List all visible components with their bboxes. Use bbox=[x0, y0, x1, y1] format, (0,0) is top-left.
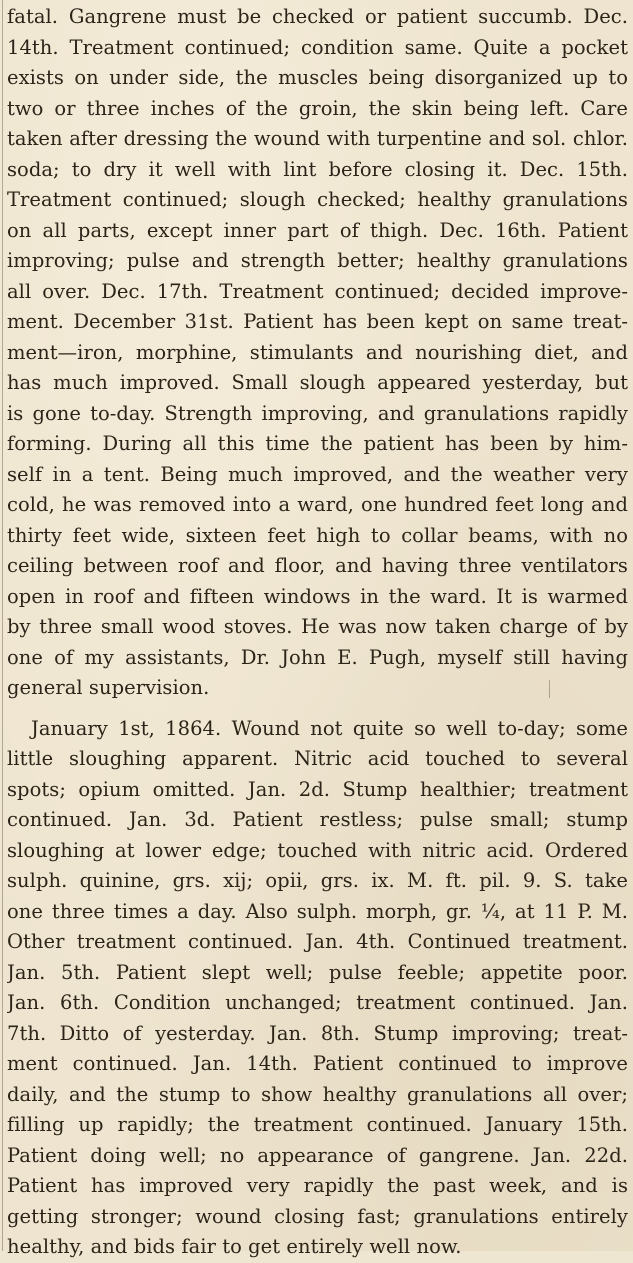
paragraph-1 bbox=[7, 2, 628, 704]
text-line: little sloughing apparent. Nitric acid touched to several bbox=[7, 747, 628, 770]
text-line: Treatment continued; slough checked; healthy granulations bbox=[7, 188, 628, 211]
paragraph-2 bbox=[7, 714, 628, 1263]
text-line: improving; pulse and strength better; healthy granulations bbox=[7, 249, 628, 272]
text-line: 14th. Treatment continued; condition same. Quite a pocket bbox=[7, 35, 628, 59]
text-line: spots; opium omitted. Jan. 2d. Stump healthier; treatment bbox=[7, 777, 628, 801]
text-line: ment. December 31st. Patient has been kept on same treat- bbox=[7, 310, 628, 333]
text-line: fatal. Gangrene must be checked or patient succumb. Dec. bbox=[7, 5, 628, 28]
text-line: by three small wood stoves. He was now taken charge of by bbox=[7, 615, 628, 638]
text-line: getting stronger; wound closing fast; granulations entirely bbox=[7, 1204, 628, 1228]
text-line: ceiling between roof and floor, and having three ventilators bbox=[7, 554, 628, 577]
text-line: one three times a day. Also sulph. morph, gr. ¼, at 11 P. M. bbox=[7, 899, 628, 923]
text-line: Jan. 5th. Patient slept well; pulse feeble; appetite poor. bbox=[7, 960, 628, 984]
body-text bbox=[7, 2, 628, 1263]
text-line: January 1st, 1864. Wound not quite so well to-day; some bbox=[31, 716, 628, 740]
text-line: has much improved. Small slough appeared yesterday, but bbox=[7, 371, 628, 394]
text-line: open in roof and fifteen windows in the ward. It is warmed bbox=[7, 584, 628, 608]
text-line: on all parts, except inner part of thigh. Dec. 16th. Patient bbox=[7, 218, 628, 242]
text-line: thirty feet wide, sixteen feet high to collar beams, with no bbox=[7, 523, 628, 547]
text-line: cold, he was removed into a ward, one hundred feet long and bbox=[7, 493, 628, 516]
page-edge-rule bbox=[2, 0, 3, 1251]
text-line: 7th. Ditto of yesterday. Jan. 8th. Stump improving; treat- bbox=[7, 1021, 628, 1045]
text-line: is gone to-day. Strength improving, and granulations rapidly bbox=[7, 401, 628, 425]
text-line: healthy, and bids fair to get entirely well now. bbox=[7, 1235, 462, 1258]
text-line: sulph. quinine, grs. xij; opii, grs. ix. M. ft. pil. 9. S. take bbox=[7, 869, 628, 892]
text-line: self in a tent. Being much improved, and the weather very bbox=[7, 462, 628, 486]
text-line: Patient doing well; no appearance of gangrene. Jan. 22d. bbox=[7, 1143, 628, 1167]
text-line: taken after dressing the wound with turpentine and sol. chlor. bbox=[7, 127, 628, 150]
text-line: exists on under side, the muscles being disorganized up to bbox=[7, 66, 628, 89]
text-line: continued. Jan. 3d. Patient restless; pulse small; stump bbox=[7, 808, 628, 831]
text-line: filling up rapidly; the treatment continued. January 15th. bbox=[7, 1113, 628, 1136]
text-line: Patient has improved very rapidly the past week, and is bbox=[7, 1174, 628, 1197]
text-line: all over. Dec. 17th. Treatment continued; decided improve- bbox=[7, 279, 628, 303]
text-line: ment—iron, morphine, stimulants and nourishing diet, and bbox=[7, 340, 628, 364]
text-line: sloughing at lower edge; touched with nitric acid. Ordered bbox=[7, 838, 628, 862]
text-line: Other treatment continued. Jan. 4th. Continued treatment. bbox=[7, 930, 628, 953]
text-line: soda; to dry it well with lint before closing it. Dec. 15th. bbox=[7, 157, 628, 181]
text-line: two or three inches of the groin, the skin being left. Care bbox=[7, 96, 628, 120]
text-line: general supervision. bbox=[7, 676, 210, 699]
paragraph-gap bbox=[7, 704, 628, 714]
text-line: daily, and the stump to show healthy granulations all over; bbox=[7, 1082, 628, 1106]
text-line: ment continued. Jan. 14th. Patient continued to improve bbox=[7, 1052, 628, 1075]
text-line: Jan. 6th. Condition unchanged; treatment continued. Jan. bbox=[7, 991, 628, 1014]
text-line: one of my assistants, Dr. John E. Pugh, myself still having bbox=[7, 645, 628, 669]
text-line: forming. During all this time the patient has been by him- bbox=[7, 432, 628, 455]
